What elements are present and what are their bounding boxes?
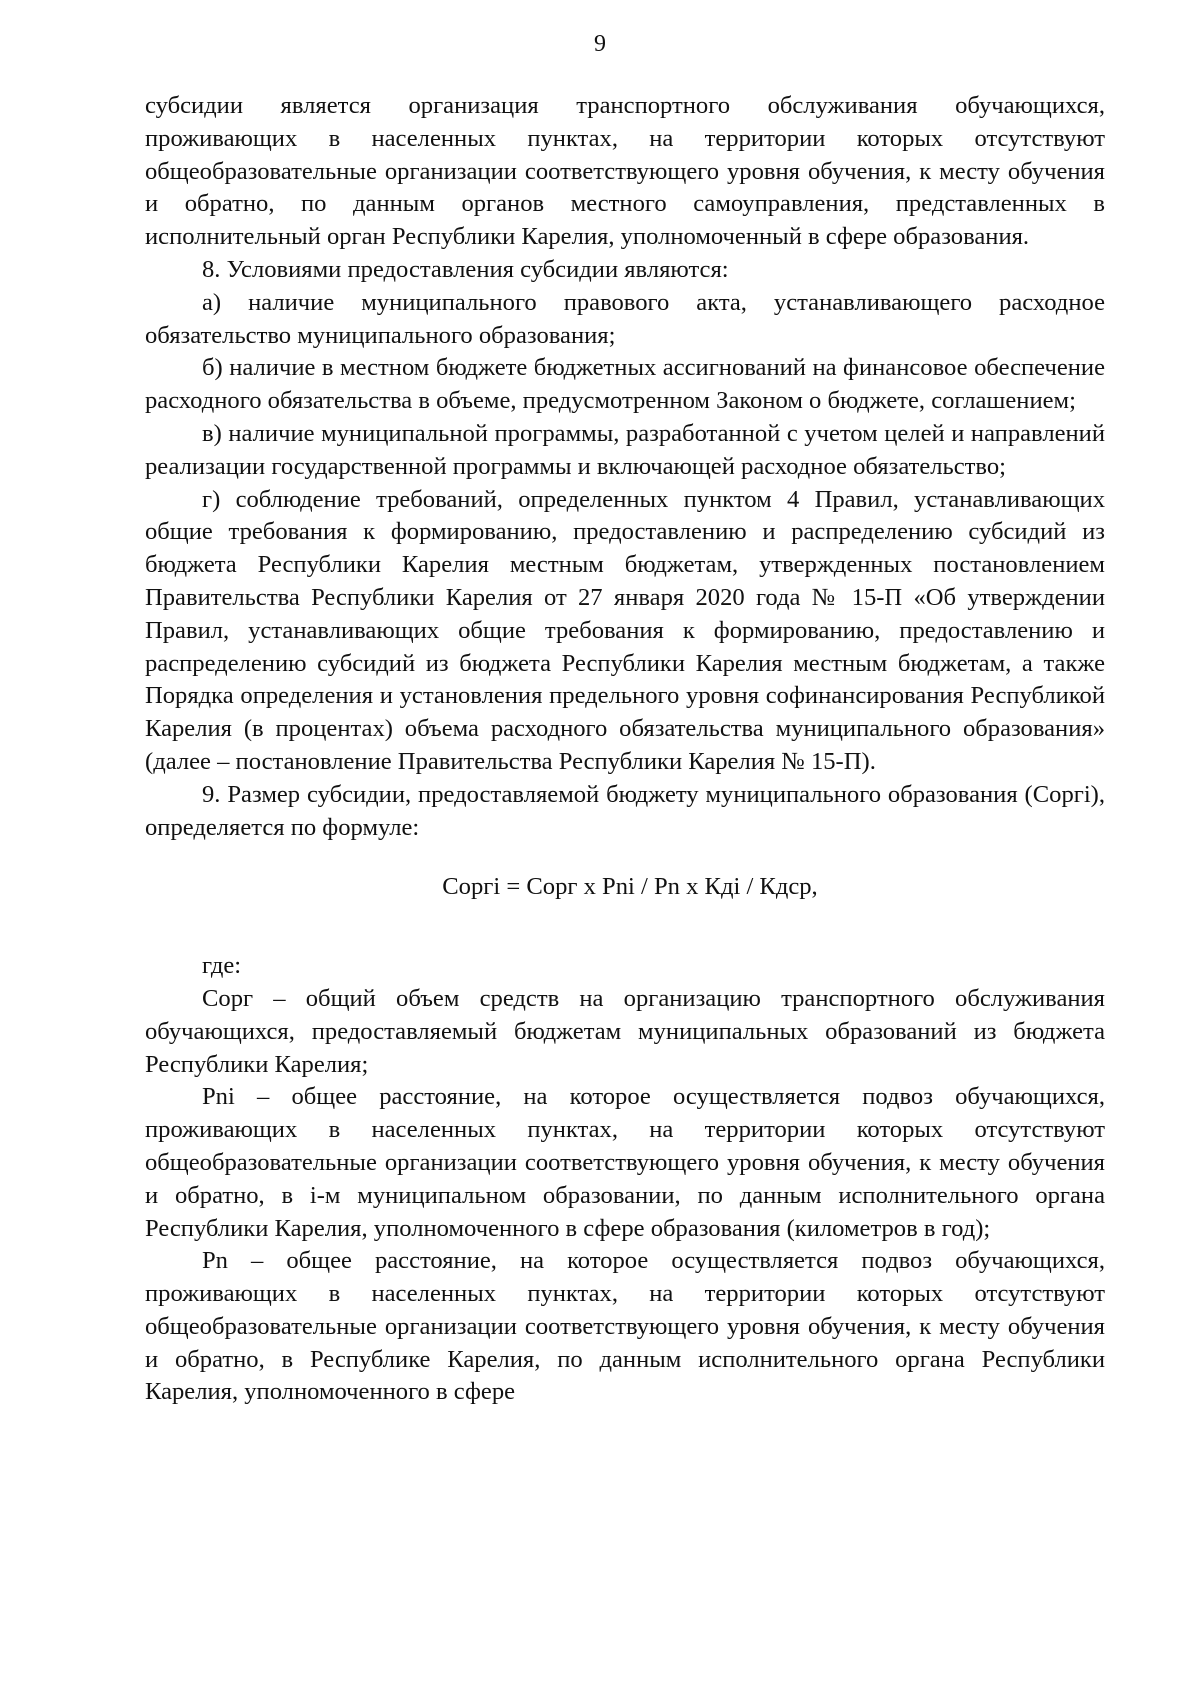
document-body <box>145 90 1105 1409</box>
definition-pni: Pni – общее расстояние, на которое осуществляется подвоз обучающихся, проживающих в населенных пунктах, на территории которых отсутствуют общеобразовательные организации соответствующего уровня обучения, к месту обучения и обратно, в i-м муниципальном образовании, по данным исполнительного органа Республики Карелия, уполномоченного в сфере образования (километров в год); <box>145 1083 1105 1242</box>
page-number: 9 <box>594 31 606 57</box>
paragraph-item-8: 8. Условиями предоставления субсидии являются: <box>202 255 729 283</box>
spacer <box>145 934 1105 950</box>
formula: Сopгi = Сорг x Pni / Pn x Кдi / Кдср, <box>442 873 818 901</box>
definition-sorg: Сорг – общий объем средств на организацию транспортного обслуживания обучающихся, предоставляемый бюджетам муниципальных образований из бюджета Республики Карелия; <box>145 984 1105 1078</box>
paragraph-where: где: <box>202 952 242 980</box>
paragraph-continuation: субсидии является организация транспортного обслуживания обучающихся, проживающих в населенных пунктах, на территории которых отсутствуют общеобразовательные организации соответствующего уровня обучения, к месту обучения и обратно, по данным органов местного самоуправления, представленных в исполнительный орган Республики Карелия, уполномоченный в сфере образования. <box>145 92 1105 251</box>
paragraph-condition-b: б) наличие в местном бюджете бюджетных ассигнований на финансовое обеспечение расходного обязательства в объеме, предусмотренном Законом о бюджете, соглашением; <box>145 354 1105 415</box>
paragraph-item-9: 9. Размер субсидии, предоставляемой бюджету муниципального образования (Сopгi), определяется по формуле: <box>145 780 1105 841</box>
definition-pn: Pn – общее расстояние, на которое осуществляется подвоз обучающихся, проживающих в населенных пунктах, на территории которых отсутствуют общеобразовательные организации соответствующего уровня обучения, к месту обучения и обратно, в Республике Карелия, по данным исполнительного органа Республики Карелия, уполномоченного в сфере <box>145 1247 1105 1406</box>
paragraph-condition-a: а) наличие муниципального правового акта, устанавливающего расходное обязательство муниципального образования; <box>145 288 1105 349</box>
paragraph-condition-g: г) соблюдение требований, определенных пунктом 4 Правил, устанавливающих общие требования к формированию, предоставлению и распределению субсидий из бюджета Республики Карелия местным бюджетам, утвержденных постановлением Правительства Республики Карелия от 27 января 2020 года № 15-П «Об утверждении Правил, устанавливающих общие требования к формированию, предоставлению и распределению субсидий из бюджета Республики Карелия местным бюджетам, а также Порядка определения и установления предельного уровня софинансирования Республикой Карелия (в процентах) объема расходного обязательства муниципального образования» (далее – постановление Правительства Республики Карелия № 15-П). <box>145 485 1105 775</box>
paragraph-condition-v: в) наличие муниципальной программы, разработанной с учетом целей и направлений реализации государственной программы и включающей расходное обязательство; <box>145 419 1105 480</box>
